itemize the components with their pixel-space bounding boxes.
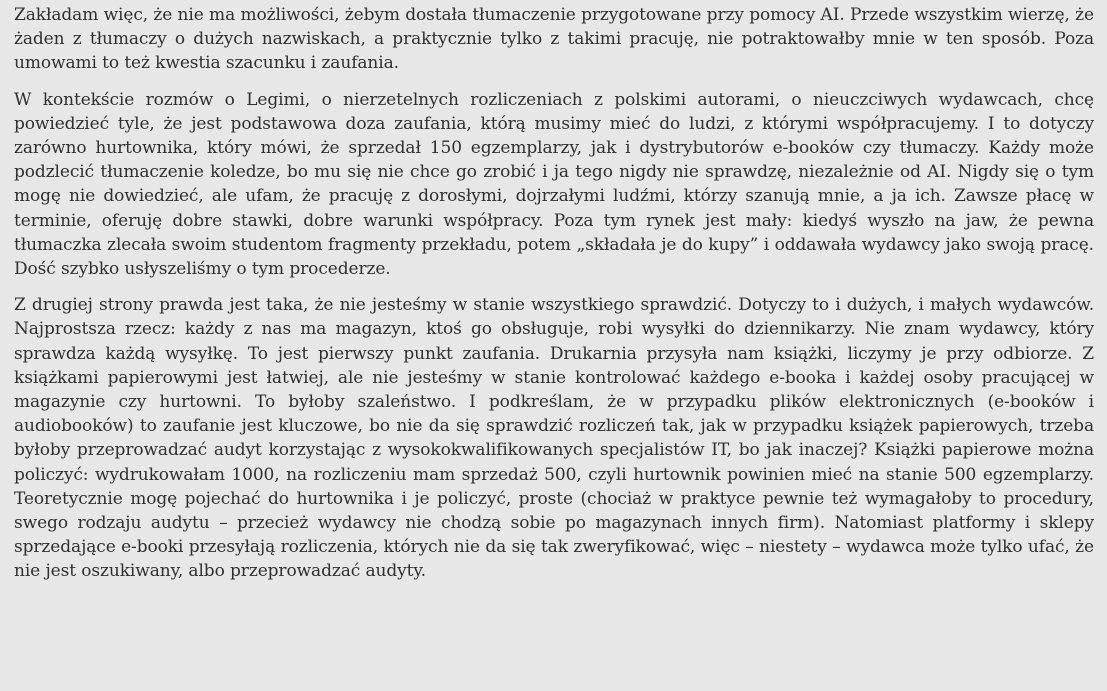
paragraph-verification-limits: Z drugiej strony prawda jest taka, że nie jesteśmy w stanie wszystkiego sprawdzić. Dotyczy to i dużych, i małych wydawców. Najprostsza rzecz: każdy z nas ma magazyn, ktoś go obsługuje, robi wysyłki do dziennikarzy. Nie znam wydawcy, który sprawdza każdą wysyłkę. To jest pierwszy punkt zaufania. Drukarnia przysyła nam książki, liczymy je przy odbiorze. Z książkami papierowymi jest łatwiej, ale nie jesteśmy w stanie kontrolować każdego e-booka i każdej osoby pracującej w magazynie czy hurtowni. To byłoby szaleństwo. I podkreślam, że w przypadku plików elektronicznych (e-booków i audiobooków) to zaufanie jest kluczowe, bo nie da się sprawdzić rozliczeń tak, jak w przypadku książek papierowych, trzeba byłoby przeprowadzać audyt korzystając z wysokokwalifikowanych specjalistów IT, bo jak inaczej? Książki papierowe można policzyć: wydrukowałam 1000, na rozliczeniu mam sprzedaż 500, czyli hurtownik powinien mieć na stanie 500 egzemplarzy. Teoretycznie mogę pojechać do hurtownika i je policzyć, proste (chociaż w praktyce pewnie też wymagałoby to procedury, swego rodzaju audytu – przecież wydawcy nie chodzą sobie po magazynach innych firm). Natomiast platformy i sklepy sprzedające e-booki przesyłają rozliczenia, których nie da się tak zweryfikować, więc – niestety – wydawca może tylko ufać, że nie jest oszukiwany, albo przeprowadzać audyty. xyxy=(14,295,1094,582)
paragraph-trust-in-translators: Zakładam więc, że nie ma możliwości, żebym dostała tłumaczenie przygotowane przy pomocy AI. Przede wszystkim wierzę, że żaden z tłumaczy o dużych nazwiskach, a praktycznie tylko z takimi pracuję, nie potraktowałby mnie w ten sposób. Poza umowami to też kwestia szacunku i zaufania. xyxy=(14,5,1094,74)
paragraph-legimi-context: W kontekście rozmów o Legimi, o nierzetelnych rozliczeniach z polskimi autorami, o nieuczciwych wydawcach, chcę powiedzieć tyle, że jest podstawowa doza zaufania, którą musimy mieć do ludzi, z którymi współpracujemy. I to dotyczy zarówno hurtownika, który mówi, że sprzedał 150 egzemplarzy, jak i dystrybutorów e-booków czy tłumaczy. Każdy może podzlecić tłumaczenie koledze, bo mu się nie chce go zrobić i ja tego nigdy nie sprawdzę, niezależnie od AI. Nigdy się o tym mogę nie dowiedzieć, ale ufam, że pracuję z dorosłymi, dojrzałymi ludźmi, którzy szanują mnie, a ja ich. Zawsze płacę w terminie, oferuję dobre stawki, dobre warunki współpracy. Poza tym rynek jest mały: kiedyś wyszło na jaw, że pewna tłumaczka zlecała swoim studentom fragmenty przekładu, potem „składała je do kupy” i oddawała wydawcy jako swoją pracę. Dość szybko usłyszeliśmy o tym procederze. xyxy=(14,89,1094,280)
